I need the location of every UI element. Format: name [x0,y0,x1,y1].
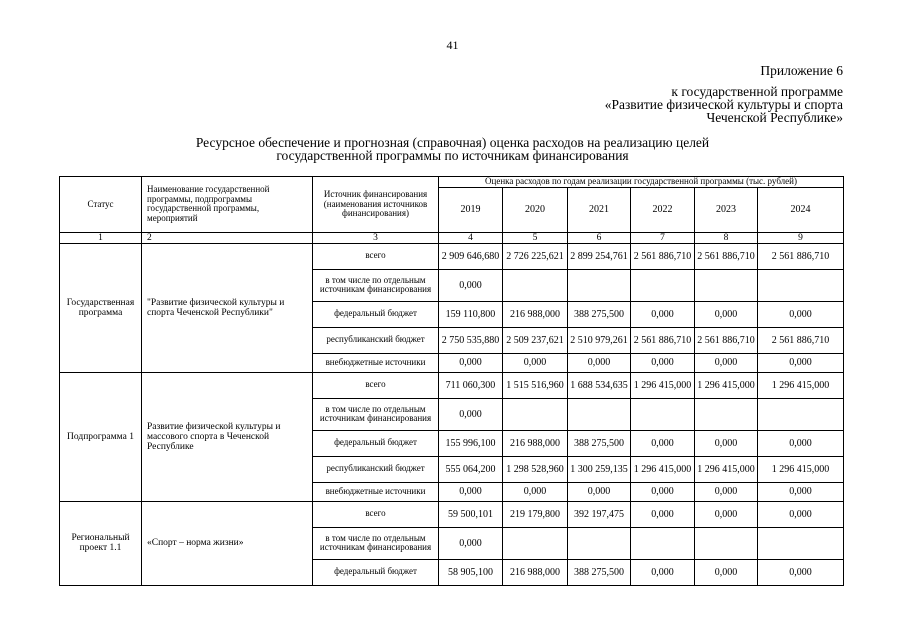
value-cell: 388 275,500 [568,559,631,585]
value-cell: 1 296 415,000 [758,372,844,398]
value-cell: 0,000 [503,353,568,372]
value-cell: 0,000 [631,501,695,527]
value-cell [758,398,844,430]
value-cell: 2 561 886,710 [695,243,758,269]
value-cell: 0,000 [758,501,844,527]
row-name: «Спорт – норма жизни» [142,501,313,585]
value-cell: 1 296 415,000 [695,456,758,482]
column-number: 2 [142,232,313,243]
value-cell: 159 110,800 [439,301,503,327]
value-cell: 2 509 237,621 [503,327,568,353]
header-source: Источник финансирования (наименования источников финансирования) [313,177,439,233]
expenditure-table [59,176,844,586]
header-estimate: Оценка расходов по годам реализации государственной программы (тыс. рублей) [439,177,844,188]
value-cell [631,398,695,430]
header-year: 2019 [439,187,503,232]
value-cell: 1 296 415,000 [631,372,695,398]
header-name: Наименование государственной программы, подпрограммы государственной программы, мероприятий [142,177,313,233]
column-number: 3 [313,232,439,243]
source-cell: в том числе по отдельным источникам финансирования [313,398,439,430]
row-name: "Развитие физической культуры и спорта Чеченской Республики" [142,243,313,372]
source-cell: республиканский бюджет [313,327,439,353]
value-cell: 1 298 528,960 [503,456,568,482]
source-cell: в том числе по отдельным источникам финансирования [313,527,439,559]
source-cell: всего [313,372,439,398]
value-cell: 0,000 [631,430,695,456]
value-cell: 2 899 254,761 [568,243,631,269]
value-cell: 388 275,500 [568,430,631,456]
value-cell: 0,000 [439,269,503,301]
value-cell: 0,000 [695,501,758,527]
value-cell [568,398,631,430]
value-cell: 216 988,000 [503,430,568,456]
source-cell: в том числе по отдельным источникам финансирования [313,269,439,301]
value-cell: 58 905,100 [439,559,503,585]
appendix-title: Приложение 6 [760,63,843,78]
value-cell [568,269,631,301]
header-year: 2024 [758,187,844,232]
value-cell: 0,000 [758,301,844,327]
value-cell: 1 296 415,000 [631,456,695,482]
value-cell: 2 561 886,710 [631,243,695,269]
appendix-line: Чеченской Республике» [706,110,843,125]
table-row [60,372,844,398]
value-cell: 555 064,200 [439,456,503,482]
column-number: 5 [503,232,568,243]
value-cell [695,398,758,430]
header-status: Статус [60,177,142,233]
document-title [0,137,905,162]
value-cell: 1 515 516,960 [503,372,568,398]
table-row [60,243,844,269]
value-cell [503,398,568,430]
value-cell: 711 060,300 [439,372,503,398]
value-cell: 59 500,101 [439,501,503,527]
header-year: 2023 [695,187,758,232]
value-cell: 0,000 [695,482,758,501]
title-line: государственной программы по источникам финансирования [276,147,629,163]
value-cell: 2 909 646,680 [439,243,503,269]
value-cell: 155 996,100 [439,430,503,456]
value-cell: 0,000 [503,482,568,501]
value-cell: 0,000 [695,559,758,585]
row-status: Подпрограмма 1 [60,372,142,501]
header-year: 2021 [568,187,631,232]
source-cell: внебюджетные источники [313,353,439,372]
value-cell: 0,000 [758,430,844,456]
value-cell: 0,000 [631,353,695,372]
source-cell: федеральный бюджет [313,559,439,585]
value-cell [568,527,631,559]
value-cell: 0,000 [695,430,758,456]
value-cell: 1 296 415,000 [758,456,844,482]
value-cell: 0,000 [439,527,503,559]
value-cell: 0,000 [631,301,695,327]
value-cell [631,527,695,559]
value-cell: 2 726 225,621 [503,243,568,269]
value-cell: 2 510 979,261 [568,327,631,353]
page-number: 41 [446,38,459,52]
column-number: 8 [695,232,758,243]
value-cell: 0,000 [568,353,631,372]
value-cell [695,527,758,559]
value-cell: 2 561 886,710 [758,243,844,269]
value-cell [503,269,568,301]
value-cell: 0,000 [758,482,844,501]
source-cell: всего [313,243,439,269]
title-line: Ресурсное обеспечение и прогнозная (справочная) оценка расходов на реализацию целей [195,135,710,150]
value-cell: 0,000 [758,353,844,372]
appendix-line: к государственной программе [671,84,843,99]
row-status: Региональный проект 1.1 [60,501,142,585]
header-year: 2020 [503,187,568,232]
value-cell: 0,000 [439,398,503,430]
value-cell: 0,000 [695,301,758,327]
source-cell: внебюджетные источники [313,482,439,501]
source-cell: федеральный бюджет [313,301,439,327]
value-cell: 0,000 [758,559,844,585]
column-number: 4 [439,232,503,243]
column-number: 1 [60,232,142,243]
column-number: 7 [631,232,695,243]
value-cell: 0,000 [631,559,695,585]
column-number: 9 [758,232,844,243]
value-cell [758,269,844,301]
header-year: 2022 [631,187,695,232]
source-cell: всего [313,501,439,527]
value-cell: 0,000 [631,482,695,501]
source-cell: федеральный бюджет [313,430,439,456]
table-row [60,501,844,527]
value-cell [631,269,695,301]
value-cell: 1 688 534,635 [568,372,631,398]
value-cell: 388 275,500 [568,301,631,327]
value-cell: 0,000 [439,482,503,501]
value-cell: 0,000 [568,482,631,501]
appendix-block [605,64,843,124]
value-cell: 219 179,800 [503,501,568,527]
value-cell: 1 296 415,000 [695,372,758,398]
value-cell [695,269,758,301]
value-cell [503,527,568,559]
appendix-line: «Развитие физической культуры и спорта [604,97,843,112]
column-number: 6 [568,232,631,243]
value-cell: 1 300 259,135 [568,456,631,482]
value-cell: 2 561 886,710 [695,327,758,353]
row-status: Государственная программа [60,243,142,372]
value-cell [758,527,844,559]
row-name: Развитие физической культуры и массового спорта в Чеченской Республике [142,372,313,501]
value-cell: 0,000 [439,353,503,372]
value-cell: 0,000 [695,353,758,372]
value-cell: 216 988,000 [503,559,568,585]
value-cell: 392 197,475 [568,501,631,527]
source-cell: республиканский бюджет [313,456,439,482]
value-cell: 2 750 535,880 [439,327,503,353]
value-cell: 2 561 886,710 [758,327,844,353]
table-body [60,243,844,585]
value-cell: 2 561 886,710 [631,327,695,353]
value-cell: 216 988,000 [503,301,568,327]
